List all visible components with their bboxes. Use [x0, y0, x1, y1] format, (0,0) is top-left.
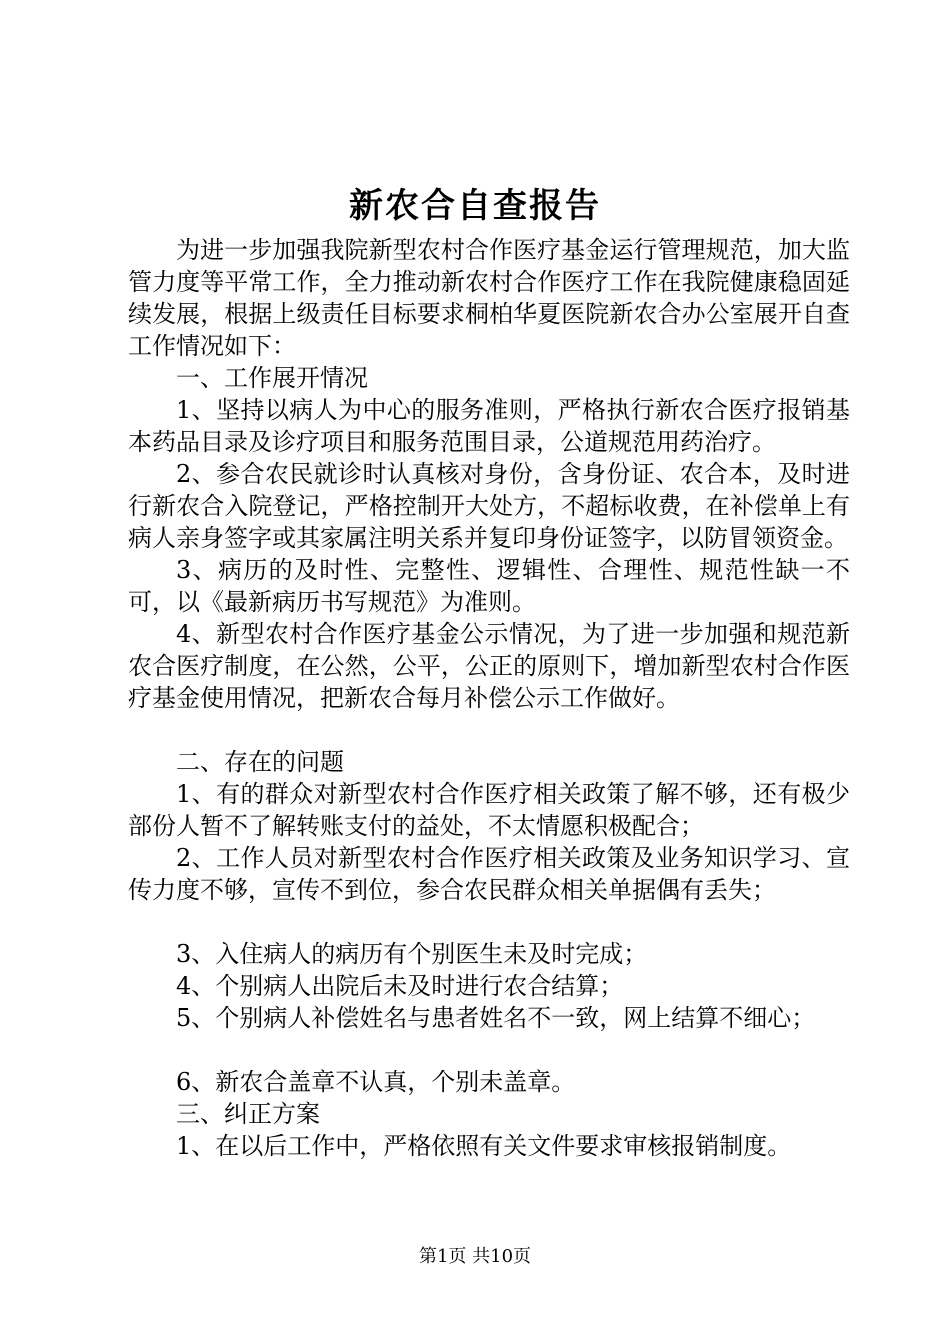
- section2-item-2: 2、工作人员对新型农村合作医疗相关政策及业务知识学习、宣传力度不够，宣传不到位，参合农民群众相关单据偶有丢失；: [128, 844, 850, 904]
- blank-line: [128, 906, 850, 938]
- page-number-footer: 第1页 共10页: [418, 1246, 532, 1267]
- section1-item-3: 3、病历的及时性、完整性、逻辑性、合理性、规范性缺一不可，以《最新病历书写规范》为准则。: [128, 556, 850, 616]
- section2-item-5: 5、个别病人补偿姓名与患者姓名不一致，网上结算不细心；: [176, 1004, 816, 1032]
- section3-item-1: 1、在以后工作中，严格依照有关文件要求审核报销制度。: [176, 1132, 792, 1160]
- section1-item-2: 2、参合农民就诊时认真核对身份，含身份证、农合本，及时进行新农合入院登记，严格控制开大处方，不超标收费，在补偿单上有病人亲身签字或其家属注明关系并复印身份证签字，以防冒领资金。: [128, 460, 850, 552]
- intro-paragraph: 为进一步加强我院新型农村合作医疗基金运行管理规范，加大监管力度等平常工作，全力推动新农村合作医疗工作在我院健康稳固延续发展，根据上级责任目标要求桐柏华夏医院新农合办公室展开自查工作情况如下：: [128, 236, 850, 360]
- blank-line: [128, 714, 850, 746]
- section-heading-corrections: 三、纠正方案: [176, 1100, 320, 1128]
- section1-item-4: 4、新型农村合作医疗基金公示情况，为了进一步加强和规范新农合医疗制度，在公然，公平，公正的原则下，增加新型农村合作医疗基金使用情况，把新农合每月补偿公示工作做好。: [128, 620, 850, 712]
- section-heading-problems: 二、存在的问题: [176, 748, 344, 776]
- section2-item-6: 6、新农合盖章不认真，个别未盖章。: [176, 1068, 576, 1096]
- document-body: [128, 234, 850, 1162]
- section2-item-1: 1、有的群众对新型农村合作医疗相关政策了解不够，还有极少部份人暂不了解转账支付的益处，不太情愿积极配合；: [128, 780, 850, 840]
- section2-item-3: 3、入住病人的病历有个别医生未及时完成；: [176, 940, 648, 968]
- blank-line: [128, 1034, 850, 1066]
- section-heading-work-status: 一、工作展开情况: [176, 364, 368, 392]
- section2-item-4: 4、个别病人出院后未及时进行农合结算；: [176, 972, 624, 1000]
- document-title: 新农合自查报告: [349, 186, 601, 226]
- section1-item-1: 1、坚持以病人为中心的服务准则，严格执行新农合医疗报销基本药品目录及诊疗项目和服务范围目录，公道规范用药治疗。: [128, 396, 850, 456]
